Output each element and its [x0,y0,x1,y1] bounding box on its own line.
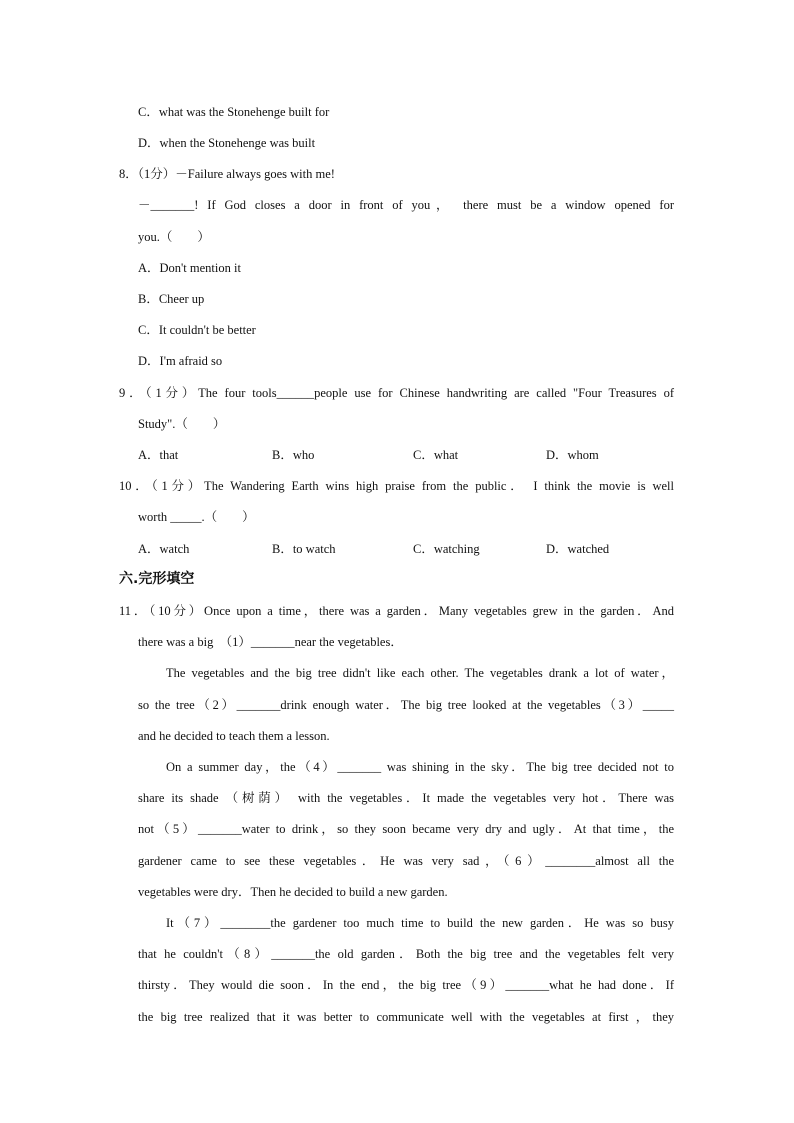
q8-option-a: A．Don't mention it [138,261,241,275]
q8-option-b: B．Cheer up [138,292,205,306]
q10-option-d: D．watched [546,542,610,556]
q11-line: that he couldn't（8）_______the old garden．Both the big tree and the vegetables felt very [138,947,674,961]
q10-option-c: C．watching [413,542,480,556]
q9-option-b: B．who [272,448,315,462]
q11-line: the big tree realized that it was better to communicate well with the vegetables at first ，they [138,1010,674,1024]
q11-line: and he decided to teach them a lesson. [138,729,330,743]
q7-option-d: D．when the Stonehenge was built [138,136,316,150]
q9-option-a: A．that [138,448,179,462]
q11-line: vegetables were dry．Then he decided to build a new garden. [138,885,448,899]
q10-stem-end: worth _____.（ ） [138,510,255,524]
q11-line: The vegetables and the big tree didn't like each other. The vegetables drank a lot of water， [166,666,674,680]
q10-stem: 10．（1分）The Wandering Earth wins high praise from the public． I think the movie is well [119,479,674,493]
q11-line: there was a big （1）_______near the vegetables． [138,635,403,649]
q8-stem: 8．（1分）－Failure always goes with me! [119,167,335,181]
q8-option-c: C．It couldn't be better [138,323,256,337]
q7-option-c: C．what was the Stonehenge built for [138,105,330,119]
q9-stem: 9．（1分）The four tools______people use for Chinese handwriting are called "Four Treasures of [119,386,674,400]
q9-stem-end: Study".（ ） [138,417,226,431]
q9-option-c: C．what [413,448,459,462]
section-heading: 六.完形填空 [119,571,195,587]
q11-line: 11．（10分）Once upon a time，there was a garden．Many vegetables grew in the garden．And [119,604,674,618]
q11-line: On a summer day，the（4）_______ was shining in the sky．The big tree decided not to [166,760,674,774]
q8-dialogue-end: you.（ ） [138,230,210,244]
q11-line: thirsty．They would die soon．In the end，the big tree（9）_______what he had done．If [138,978,674,992]
q11-line: gardener came to see these vegetables．He was very sad，（6）________almost all the [138,854,674,868]
q11-line: It（7）________the gardener too much time to build the new garden．He was so busy [166,916,674,930]
q11-line: not（5）_______water to drink，so they soon became very dry and ugly．At that time，the [138,822,674,836]
q9-option-d: D．whom [546,448,599,462]
q8-option-d: D．I'm afraid so [138,354,223,368]
q10-option-a: A．watch [138,542,190,556]
q11-line: so the tree（2）_______drink enough water．The big tree looked at the vegetables（3）_____ [138,698,674,712]
q10-option-b: B．to watch [272,542,336,556]
q11-line: share its shade （树荫） with the vegetables．It made the vegetables very hot．There was [138,791,674,805]
q8-dialogue: －_______! If God closes a door in front of you， there must be a window opened for [138,198,674,212]
